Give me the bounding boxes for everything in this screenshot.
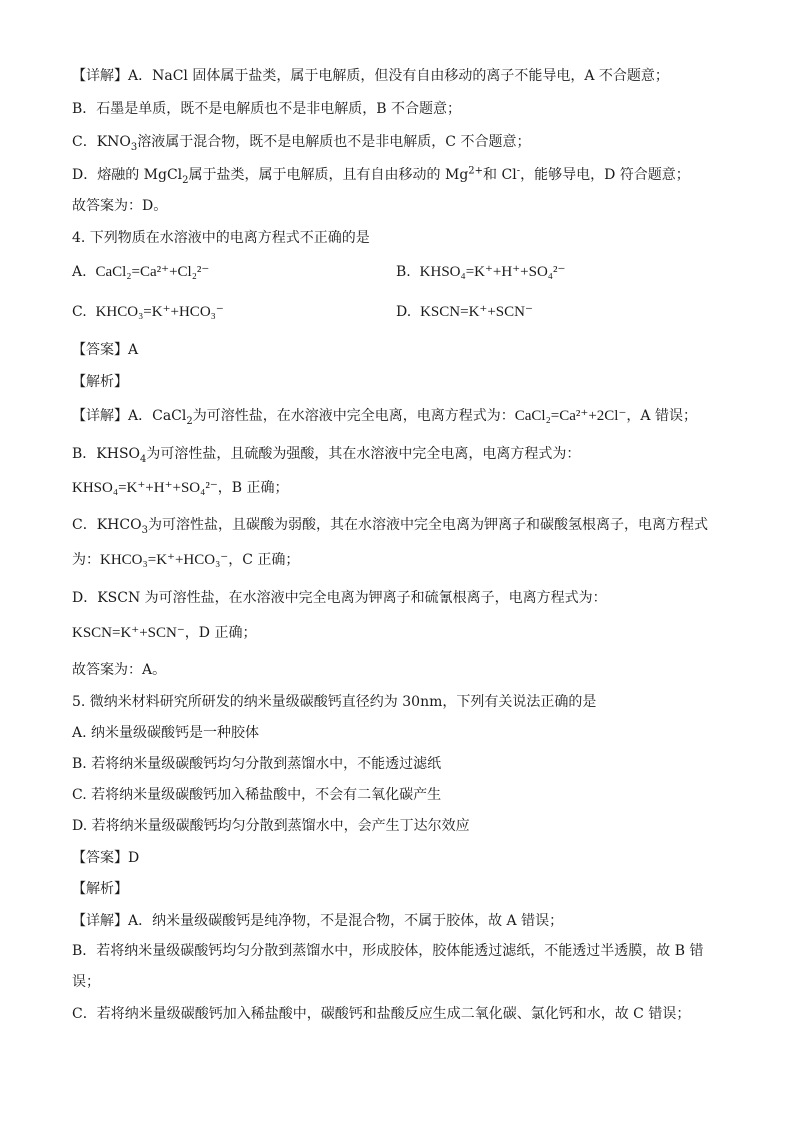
q3-detail-d: D．熔融的 MgCl$_2$属于盐类，属于电解质，且有自由移动的 $Mg^{2+}$和 Cl-，能够导电，D 符合题意；: [72, 165, 690, 186]
q4-analysis-heading: 【解析】: [72, 374, 128, 390]
q5-option-b: B. 若将纳米量级碳酸钙均匀分散到蒸馏水中，不能透过滤纸: [72, 756, 442, 772]
q4-option-b-formula: KHSO₄=K⁺+H⁺+SO₄²⁻: [419, 264, 566, 280]
q4-stem: 4. 下列物质在水溶液中的电离方程式不正确的是: [72, 230, 370, 246]
q4-detail-c-formula: 为：KHCO₃=K⁺+HCO₃⁻，C 正确；: [72, 552, 300, 568]
q5-analysis-heading: 【解析】: [72, 881, 128, 897]
q4-detail-a: 【详解】A．CaCl$_2$为可溶性盐，在水溶液中完全电离，电离方程式为：CaCl₂=Ca²⁺+2Cl⁻，A 错误；: [72, 408, 697, 427]
q5-stem: 5. 微纳米材料研究所研发的纳米量级碳酸钙直径约为 30nm，下列有关说法正确的是: [72, 694, 597, 710]
q4-option-b: B. KHSO₄=K⁺+H⁺+SO₄²⁻: [396, 264, 566, 280]
q5-detail-b-line1: B．若将纳米量级碳酸钙均匀分散到蒸馏水中，形成胶体，胶体能透过滤纸，不能透过半透膜，故 B 错: [72, 943, 704, 959]
q5-detail-c: C．若将纳米量级碳酸钙加入稀盐酸中，碳酸钙和盐酸反应生成二氧化碳、氯化钙和水，故 C 错误；: [72, 1006, 691, 1022]
q3-conclusion: 故答案为：D。: [72, 198, 168, 214]
q3-detail-b: B．石墨是单质，既不是电解质也不是非电解质，B 不合题意；: [72, 101, 462, 117]
q4-option-d: D. KSCN=K⁺+SCN⁻: [396, 304, 533, 320]
q4-option-a: A. CaCl₂=Ca²⁺+Cl₂²⁻: [72, 264, 210, 280]
q4-option-c-formula: KHCO₃=K⁺+HCO₃⁻: [95, 304, 224, 320]
q5-detail-b-line2: 误；: [72, 974, 100, 990]
q4-option-d-formula: KSCN=K⁺+SCN⁻: [420, 304, 533, 320]
q4-answer: 【答案】A: [72, 342, 139, 358]
q3-detail-a: 【详解】A．NaCl 固体属于盐类，属于电解质，但没有自由移动的离子不能导电，A 不合题意；: [72, 68, 669, 84]
q5-option-c: C. 若将纳米量级碳酸钙加入稀盐酸中，不会有二氧化碳产生: [72, 787, 442, 803]
q4-detail-c: C．$KHCO_3$为可溶性盐，且碳酸为弱酸，其在水溶液中完全电离为钾离子和碳酸氢根离子，电离方程式: [72, 517, 708, 536]
q4-detail-d: D．KSCN 为可溶性盐，在水溶液中完全电离为钾离子和硫氰根离子，电离方程式为：: [72, 590, 607, 606]
q4-detail-d-formula: KSCN=K⁺+SCN⁻，D 正确；: [72, 625, 257, 641]
q5-option-d: D. 若将纳米量级碳酸钙均匀分散到蒸馏水中，会产生丁达尔效应: [72, 818, 470, 834]
q4-conclusion: 故答案为：A。: [72, 662, 167, 678]
q5-option-a: A. 纳米量级碳酸钙是一种胶体: [72, 725, 260, 741]
q5-detail-a: 【详解】A．纳米量级碳酸钙是纯净物，不是混合物，不属于胶体，故 A 错误；: [72, 913, 564, 929]
q5-answer: 【答案】D: [72, 850, 140, 866]
q4-detail-b: B．$KHSO_4$为可溶性盐，且硫酸为强酸，其在水溶液中完全电离，电离方程式为：: [72, 446, 581, 465]
q4-detail-b-formula: KHSO₄=K⁺+H⁺+SO₄²⁻，B 正确；: [72, 480, 289, 496]
q4-option-a-formula: CaCl₂=Ca²⁺+Cl₂²⁻: [95, 264, 210, 280]
q3-detail-c: C．$KNO_3$溶液属于混合物，既不是电解质也不是非电解质，C 不合题意；: [72, 134, 531, 153]
q4-option-c: C. KHCO₃=K⁺+HCO₃⁻: [72, 304, 224, 320]
